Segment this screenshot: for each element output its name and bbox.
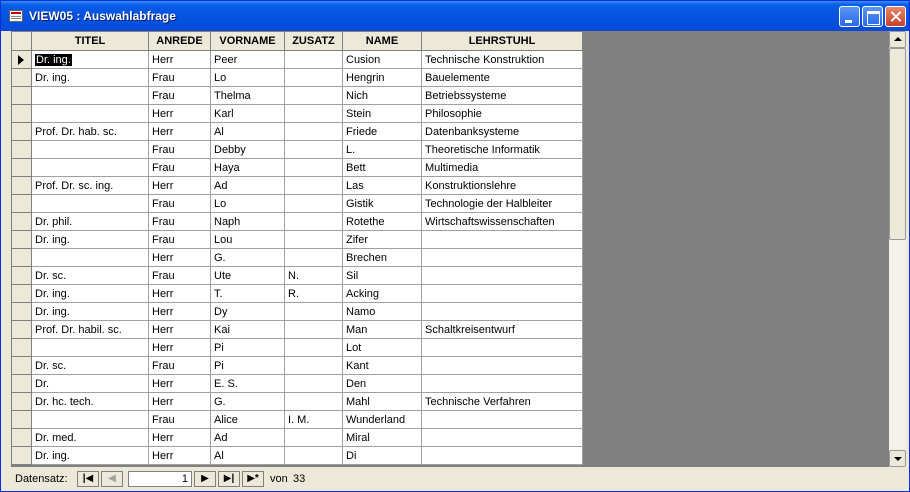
datasheet-icon[interactable] [9, 10, 23, 22]
cell-name[interactable]: Hengrin [343, 69, 422, 87]
record-label: Datensatz: [15, 473, 68, 485]
minimize-button[interactable] [839, 6, 860, 27]
cell-titel[interactable]: Dr. [32, 375, 149, 393]
table-row[interactable] [12, 87, 583, 105]
close-button[interactable] [885, 6, 906, 27]
cell-vorname[interactable]: G. [211, 249, 285, 267]
table-row[interactable] [12, 321, 583, 339]
cell-name[interactable]: Lot [343, 339, 422, 357]
cell-zusatz[interactable] [285, 393, 343, 411]
record-selector[interactable] [12, 447, 32, 465]
column-header-name[interactable]: NAME [343, 32, 422, 51]
cell-name[interactable]: Friede [343, 123, 422, 141]
record-selector[interactable] [12, 105, 32, 123]
cell-vorname[interactable]: Ute [211, 267, 285, 285]
cell-zusatz[interactable] [285, 375, 343, 393]
cell-anrede[interactable]: Frau [149, 195, 211, 213]
maximize-button[interactable] [862, 6, 883, 27]
title-bar[interactable] [1, 1, 909, 31]
cell-zusatz[interactable] [285, 123, 343, 141]
cell-titel[interactable]: Prof. Dr. habil. sc. [32, 321, 149, 339]
column-header-row [12, 32, 583, 51]
next-record-icon: ▶ [201, 473, 209, 484]
record-selector[interactable] [12, 213, 32, 231]
cell-anrede[interactable]: Herr [149, 123, 211, 141]
cell-anrede[interactable]: Frau [149, 231, 211, 249]
cell-name[interactable]: Las [343, 177, 422, 195]
table-row[interactable] [12, 285, 583, 303]
cell-zusatz[interactable] [285, 195, 343, 213]
cell-lehrstuhl[interactable] [422, 375, 583, 393]
record-navigation-bar [11, 469, 906, 489]
record-total: 33 [293, 473, 306, 485]
cell-vorname[interactable]: Ad [211, 177, 285, 195]
scroll-up-arrow-icon[interactable] [889, 31, 906, 48]
cell-titel[interactable] [32, 51, 149, 69]
cell-name[interactable]: Acking [343, 285, 422, 303]
record-selector[interactable] [12, 375, 32, 393]
cell-zusatz[interactable] [285, 447, 343, 465]
record-selector[interactable] [12, 339, 32, 357]
cell-anrede[interactable]: Herr [149, 375, 211, 393]
record-selector[interactable] [12, 249, 32, 267]
cell-lehrstuhl[interactable]: Multimedia [422, 159, 583, 177]
cell-lehrstuhl[interactable]: Technische Verfahren [422, 393, 583, 411]
record-selector[interactable] [12, 195, 32, 213]
cell-zusatz[interactable] [285, 357, 343, 375]
cell-zusatz[interactable] [285, 159, 343, 177]
cell-anrede[interactable]: Frau [149, 159, 211, 177]
cell-name[interactable]: Gistik [343, 195, 422, 213]
cell-name[interactable]: Sil [343, 267, 422, 285]
cell-anrede[interactable]: Frau [149, 213, 211, 231]
cell-titel[interactable]: Dr. sc. [32, 357, 149, 375]
table-row[interactable] [12, 69, 583, 87]
cell-lehrstuhl[interactable] [422, 303, 583, 321]
cell-name[interactable]: Brechen [343, 249, 422, 267]
cell-titel[interactable]: Dr. ing. [32, 447, 149, 465]
cell-titel[interactable] [32, 195, 149, 213]
cell-lehrstuhl[interactable] [422, 249, 583, 267]
cell-name[interactable]: Stein [343, 105, 422, 123]
record-selector[interactable] [12, 123, 32, 141]
record-selector[interactable] [12, 411, 32, 429]
table-row[interactable] [12, 231, 583, 249]
column-header-zusatz[interactable]: ZUSATZ [285, 32, 343, 51]
cell-lehrstuhl[interactable]: Schaltkreisentwurf [422, 321, 583, 339]
cell-vorname[interactable]: Pi [211, 339, 285, 357]
cell-vorname[interactable]: Lo [211, 69, 285, 87]
cell-vorname[interactable]: Ad [211, 429, 285, 447]
cell-anrede[interactable]: Frau [149, 357, 211, 375]
vertical-scrollbar[interactable] [889, 31, 906, 467]
cell-anrede[interactable]: Herr [149, 51, 211, 69]
select-all-corner[interactable] [12, 32, 32, 51]
selected-cell-text: Dr. ing. [36, 53, 71, 66]
cell-lehrstuhl[interactable]: Konstruktionslehre [422, 177, 583, 195]
cell-titel[interactable]: Dr. phil. [32, 213, 149, 231]
record-selector[interactable] [12, 231, 32, 249]
record-selector[interactable] [12, 87, 32, 105]
table-row[interactable] [12, 375, 583, 393]
cell-vorname[interactable]: E. S. [211, 375, 285, 393]
cell-vorname[interactable]: Dy [211, 303, 285, 321]
table-row[interactable] [12, 141, 583, 159]
table-row[interactable] [12, 411, 583, 429]
record-selector[interactable] [12, 141, 32, 159]
cell-anrede[interactable]: Herr [149, 429, 211, 447]
cell-name[interactable]: Bett [343, 159, 422, 177]
cell-zusatz[interactable] [285, 87, 343, 105]
cell-name[interactable]: Di [343, 447, 422, 465]
cell-name[interactable]: Wunderland [343, 411, 422, 429]
cell-anrede[interactable]: Herr [149, 321, 211, 339]
cell-lehrstuhl[interactable] [422, 411, 583, 429]
record-selector[interactable] [12, 159, 32, 177]
next-record-button[interactable] [194, 471, 216, 487]
cell-anrede[interactable]: Frau [149, 267, 211, 285]
column-header-vorname[interactable]: VORNAME [211, 32, 285, 51]
new-record-icon: ▶* [247, 473, 259, 484]
cell-vorname[interactable]: Al [211, 447, 285, 465]
cell-zusatz[interactable] [285, 177, 343, 195]
cell-zusatz[interactable] [285, 141, 343, 159]
cell-name[interactable]: Den [343, 375, 422, 393]
cell-vorname[interactable]: Karl [211, 105, 285, 123]
cell-zusatz[interactable] [285, 213, 343, 231]
cell-titel[interactable] [32, 339, 149, 357]
cell-name[interactable]: Miral [343, 429, 422, 447]
column-header-titel[interactable]: TITEL [32, 32, 149, 51]
cell-zusatz[interactable] [285, 339, 343, 357]
cell-titel[interactable] [32, 105, 149, 123]
cell-titel[interactable]: Dr. ing. [32, 303, 149, 321]
cell-titel[interactable]: Prof. Dr. sc. ing. [32, 177, 149, 195]
cell-zusatz[interactable]: N. [285, 267, 343, 285]
cell-zusatz[interactable] [285, 69, 343, 87]
cell-lehrstuhl[interactable] [422, 339, 583, 357]
cell-name[interactable]: Cusion [343, 51, 422, 69]
cell-lehrstuhl[interactable] [422, 285, 583, 303]
record-number-input[interactable]: 1 [128, 471, 192, 487]
table-row[interactable] [12, 357, 583, 375]
cell-vorname[interactable]: Peer [211, 51, 285, 69]
datasheet-view [11, 31, 889, 467]
cell-name[interactable]: Mahl [343, 393, 422, 411]
record-selector[interactable] [12, 177, 32, 195]
table-row[interactable] [12, 339, 583, 357]
cell-vorname[interactable]: Lou [211, 231, 285, 249]
cell-lehrstuhl[interactable]: Technologie der Halbleiter [422, 195, 583, 213]
table-row[interactable] [12, 429, 583, 447]
cell-anrede[interactable]: Herr [149, 105, 211, 123]
previous-record-icon: ◀ [108, 473, 116, 484]
table-row[interactable] [12, 447, 583, 465]
cell-lehrstuhl[interactable]: Theoretische Informatik [422, 141, 583, 159]
cell-lehrstuhl[interactable] [422, 429, 583, 447]
scroll-down-arrow-icon[interactable] [889, 450, 906, 467]
cell-vorname[interactable]: G. [211, 393, 285, 411]
cell-anrede[interactable]: Herr [149, 393, 211, 411]
window-title: VIEW05 : Auswahlabfrage [29, 9, 176, 23]
record-selector[interactable] [12, 321, 32, 339]
cell-zusatz[interactable] [285, 321, 343, 339]
cell-titel[interactable]: Dr. hc. tech. [32, 393, 149, 411]
cell-anrede[interactable]: Herr [149, 447, 211, 465]
cell-zusatz[interactable] [285, 231, 343, 249]
cell-vorname[interactable]: Debby [211, 141, 285, 159]
cell-zusatz[interactable]: I. M. [285, 411, 343, 429]
cell-vorname[interactable]: T. [211, 285, 285, 303]
cell-zusatz[interactable] [285, 105, 343, 123]
record-of-label: von [270, 473, 288, 485]
cell-lehrstuhl[interactable] [422, 267, 583, 285]
cell-vorname[interactable]: Haya [211, 159, 285, 177]
cell-titel[interactable] [32, 411, 149, 429]
cell-name[interactable]: L. [343, 141, 422, 159]
table-row[interactable] [12, 177, 583, 195]
record-selector[interactable] [12, 51, 32, 69]
first-record-icon: |◀ [82, 473, 94, 484]
first-record-button[interactable] [77, 471, 99, 487]
record-selector[interactable] [12, 357, 32, 375]
column-header-anrede[interactable]: ANREDE [149, 32, 211, 51]
cell-titel[interactable]: Prof. Dr. hab. sc. [32, 123, 149, 141]
record-selector[interactable] [12, 303, 32, 321]
cell-vorname[interactable]: Naph [211, 213, 285, 231]
table-row[interactable] [12, 249, 583, 267]
table-row[interactable] [12, 159, 583, 177]
cell-lehrstuhl[interactable]: Wirtschaftswissenschaften [422, 213, 583, 231]
record-selector[interactable] [12, 285, 32, 303]
table-row[interactable] [12, 195, 583, 213]
cell-zusatz[interactable] [285, 303, 343, 321]
cell-lehrstuhl[interactable]: Philosophie [422, 105, 583, 123]
cell-zusatz[interactable] [285, 249, 343, 267]
cell-name[interactable]: Kant [343, 357, 422, 375]
cell-titel[interactable] [32, 249, 149, 267]
previous-record-button[interactable] [101, 471, 123, 487]
cell-lehrstuhl[interactable]: Technische Konstruktion [422, 51, 583, 69]
current-record-arrow-icon [18, 55, 24, 65]
cell-vorname[interactable]: Al [211, 123, 285, 141]
cell-titel[interactable]: Dr. ing. [32, 285, 149, 303]
cell-name[interactable]: Rotethe [343, 213, 422, 231]
column-header-lehrstuhl[interactable]: LEHRSTUHL [422, 32, 583, 51]
cell-anrede[interactable]: Frau [149, 411, 211, 429]
cell-lehrstuhl[interactable]: Bauelemente [422, 69, 583, 87]
table-row[interactable] [12, 213, 583, 231]
cell-lehrstuhl[interactable] [422, 231, 583, 249]
table-row[interactable] [12, 105, 583, 123]
cell-anrede[interactable]: Herr [149, 249, 211, 267]
datasheet-grid [11, 31, 583, 465]
cell-zusatz[interactable]: R. [285, 285, 343, 303]
cell-lehrstuhl[interactable] [422, 447, 583, 465]
cell-anrede[interactable]: Herr [149, 177, 211, 195]
cell-name[interactable]: Nich [343, 87, 422, 105]
new-record-button[interactable] [242, 471, 264, 487]
table-row[interactable] [12, 393, 583, 411]
cell-anrede[interactable]: Frau [149, 141, 211, 159]
cell-name[interactable]: Zifer [343, 231, 422, 249]
cell-titel[interactable]: Dr. ing. [32, 231, 149, 249]
cell-anrede[interactable]: Frau [149, 69, 211, 87]
table-row[interactable] [12, 267, 583, 285]
cell-titel[interactable] [32, 87, 149, 105]
cell-vorname[interactable]: Alice [211, 411, 285, 429]
record-selector[interactable] [12, 69, 32, 87]
cell-titel[interactable] [32, 141, 149, 159]
cell-anrede[interactable]: Frau [149, 87, 211, 105]
cell-vorname[interactable]: Lo [211, 195, 285, 213]
cell-name[interactable]: Man [343, 321, 422, 339]
scroll-thumb[interactable] [889, 48, 906, 240]
table-row[interactable] [12, 303, 583, 321]
cell-titel[interactable]: Dr. ing. [32, 69, 149, 87]
last-record-button[interactable] [218, 471, 240, 487]
record-selector[interactable] [12, 393, 32, 411]
cell-lehrstuhl[interactable] [422, 357, 583, 375]
cell-zusatz[interactable] [285, 429, 343, 447]
table-row[interactable] [12, 51, 583, 69]
cell-vorname[interactable]: Pi [211, 357, 285, 375]
record-selector[interactable] [12, 267, 32, 285]
table-row[interactable] [12, 123, 583, 141]
cell-zusatz[interactable] [285, 51, 343, 69]
cell-anrede[interactable]: Herr [149, 285, 211, 303]
cell-titel[interactable] [32, 159, 149, 177]
cell-anrede[interactable]: Herr [149, 339, 211, 357]
cell-anrede[interactable]: Herr [149, 303, 211, 321]
cell-vorname[interactable]: Kai [211, 321, 285, 339]
cell-lehrstuhl[interactable]: Betriebssysteme [422, 87, 583, 105]
cell-name[interactable]: Namo [343, 303, 422, 321]
record-selector[interactable] [12, 429, 32, 447]
last-record-icon: ▶| [223, 473, 235, 484]
horizontal-scroll-area[interactable] [586, 471, 888, 487]
cell-titel[interactable]: Dr. sc. [32, 267, 149, 285]
cell-titel[interactable]: Dr. med. [32, 429, 149, 447]
cell-lehrstuhl[interactable]: Datenbanksysteme [422, 123, 583, 141]
cell-vorname[interactable]: Thelma [211, 87, 285, 105]
